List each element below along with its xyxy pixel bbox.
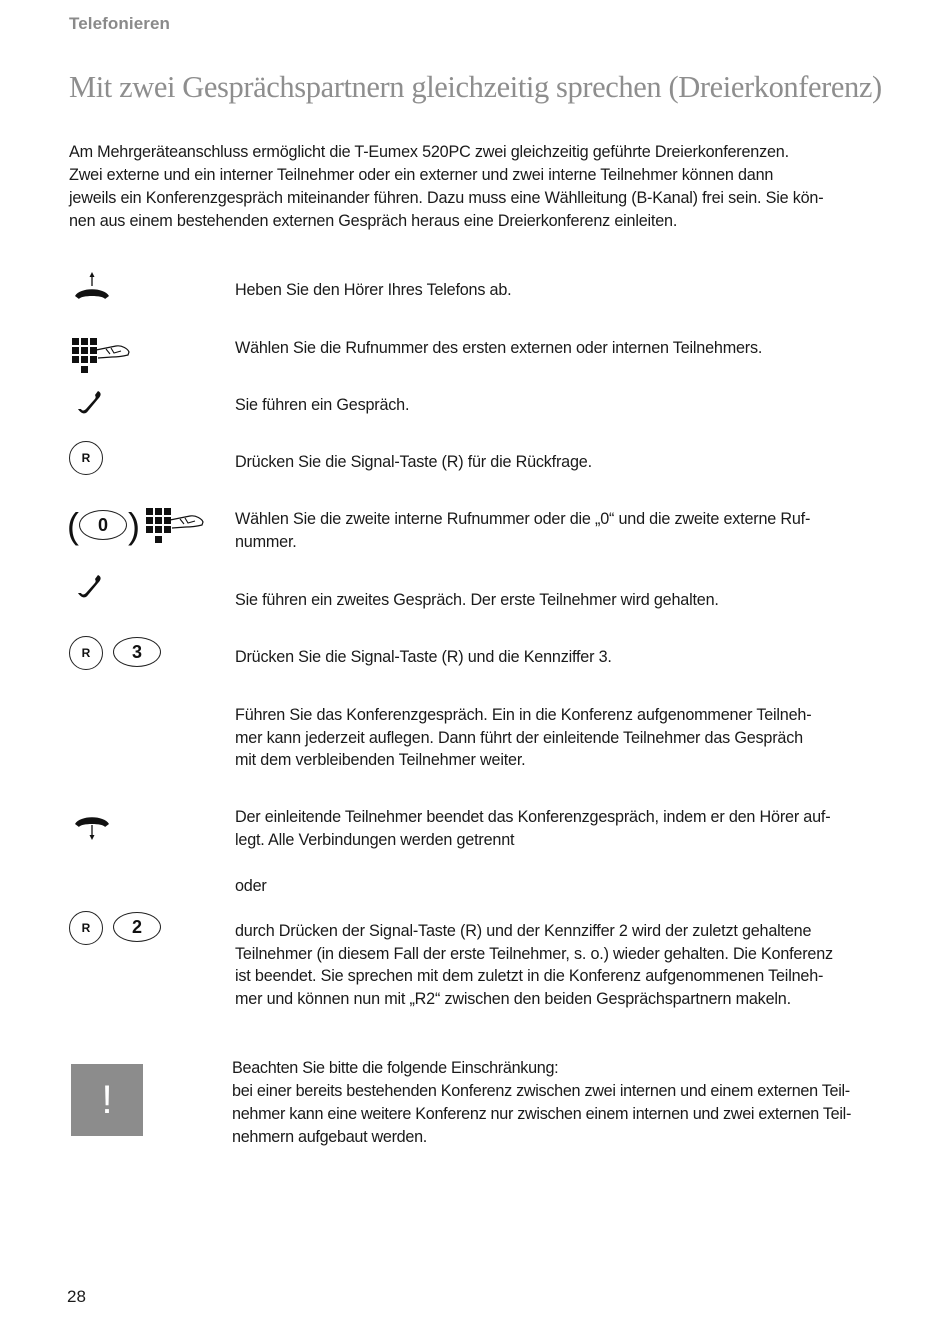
step-text: Führen Sie das Konferenzgespräch. Ein in die Konferenz aufgenommener Teilneh- — [235, 706, 812, 724]
step-conference — [235, 704, 871, 772]
step-text: nummer. — [235, 532, 297, 551]
step-lift-handset — [235, 279, 871, 302]
step-text: Wählen Sie die zweite interne Rufnummer oder die „0“ und die zweite externe Ruf- — [235, 510, 811, 528]
step-press-r2 — [235, 920, 871, 1011]
zero-key — [79, 510, 127, 540]
step-text: legt. Alle Verbindungen werden getrennt — [235, 830, 515, 849]
step-text: Drücken Sie die Signal-Taste (R) für die Rückfrage. — [235, 453, 592, 471]
r-key — [69, 911, 103, 945]
three-key — [113, 637, 161, 667]
step-hang-up — [235, 806, 871, 851]
step-text: Sie führen ein Gespräch. — [235, 396, 410, 414]
step-or — [235, 875, 871, 898]
handset-hangup-icon — [72, 812, 112, 842]
key-label: 2 — [131, 916, 142, 937]
r-key — [69, 441, 103, 475]
note-line: Beachten Sie bitte die folgende Einschränkung: — [232, 1059, 559, 1077]
step-in-call — [235, 394, 871, 417]
intro-line: jeweils ein Konferenzgespräch miteinander führen. Dazu muss eine Wählleitung (B-Kanal) frei sein. Sie kön- — [69, 189, 824, 207]
handset-call-icon — [76, 390, 104, 416]
step-dial-first — [235, 337, 871, 360]
note-line: bei einer bereits bestehenden Konferenz zwischen zwei internen und einem externen Teil- — [232, 1082, 850, 1100]
key-label: 3 — [131, 641, 142, 662]
step-text: Teilnehmer (in diesem Fall der erste Teilnehmer, s. o.) wieder gehalten. Die Konferenz — [235, 944, 833, 963]
step-text: mer kann jederzeit auflegen. Dann führt der einleitende Teilnehmer das Gespräch — [235, 728, 803, 747]
two-key — [113, 912, 161, 942]
step-press-r3 — [235, 646, 871, 669]
intro-line: Am Mehrgeräteanschluss ermöglicht die T-Eumex 520PC zwei gleichzeitig geführte Dreierkonferenzen. — [69, 143, 789, 161]
paren-close: ) — [128, 505, 140, 546]
paren-open: ( — [67, 505, 79, 546]
keypad-dial-icon — [72, 338, 132, 378]
intro-line: Zwei externe und ein interner Teilnehmer oder ein externer und zwei interne Teilnehmer können dann — [69, 166, 774, 184]
intro-line: nen aus einem bestehenden externen Gespräch heraus eine Dreierkonferenz einleiten. — [69, 212, 678, 230]
handset-lift-icon — [72, 272, 112, 304]
step-second-call — [235, 589, 871, 612]
r-key — [69, 636, 103, 670]
note-line: nehmern aufgebaut werden. — [232, 1128, 427, 1146]
intro-paragraph — [69, 141, 869, 233]
key-label: R — [81, 921, 91, 935]
key-label: R — [81, 646, 91, 660]
step-text: mit dem verbleibenden Teilnehmer weiter. — [235, 751, 526, 770]
warning-symbol: ! — [101, 1077, 113, 1122]
page-title: Mit zwei Gesprächspartnern gleichzeitig sprechen (Dreierkonferenz) — [69, 70, 882, 104]
note-text — [232, 1057, 872, 1149]
key-label: R — [81, 451, 91, 465]
step-press-r — [235, 451, 871, 474]
step-text: Drücken Sie die Signal-Taste (R) und die Kennziffer 3. — [235, 648, 612, 666]
step-dial-second — [235, 508, 871, 553]
page-number: 28 — [67, 1287, 86, 1306]
step-text: mer und können nun mit „R2“ zwischen den beiden Gesprächspartnern makeln. — [235, 990, 791, 1009]
handset-call-icon — [76, 574, 104, 600]
step-text: durch Drücken der Signal-Taste (R) und der Kennziffer 2 wird der zuletzt gehaltene — [235, 922, 812, 940]
warning-icon — [71, 1064, 143, 1136]
key-label: 0 — [97, 514, 108, 535]
step-text: Sie führen ein zweites Gespräch. Der erste Teilnehmer wird gehalten. — [235, 591, 719, 609]
step-text: oder — [235, 877, 267, 895]
step-text: Wählen Sie die Rufnummer des ersten externen oder internen Teilnehmers. — [235, 339, 763, 357]
running-header: Telefonieren — [69, 14, 171, 33]
step-text: Heben Sie den Hörer Ihres Telefons ab. — [235, 281, 512, 299]
step-text: ist beendet. Sie sprechen mit dem zuletzt in die Konferenz aufgenommenen Teilneh- — [235, 967, 824, 986]
keypad-dial-icon — [146, 508, 206, 548]
note-line: nehmer kann eine weitere Konferenz nur zwischen einem internen und zwei externen Teil- — [232, 1105, 852, 1123]
step-text: Der einleitende Teilnehmer beendet das Konferenzgespräch, indem er den Hörer auf- — [235, 808, 831, 826]
